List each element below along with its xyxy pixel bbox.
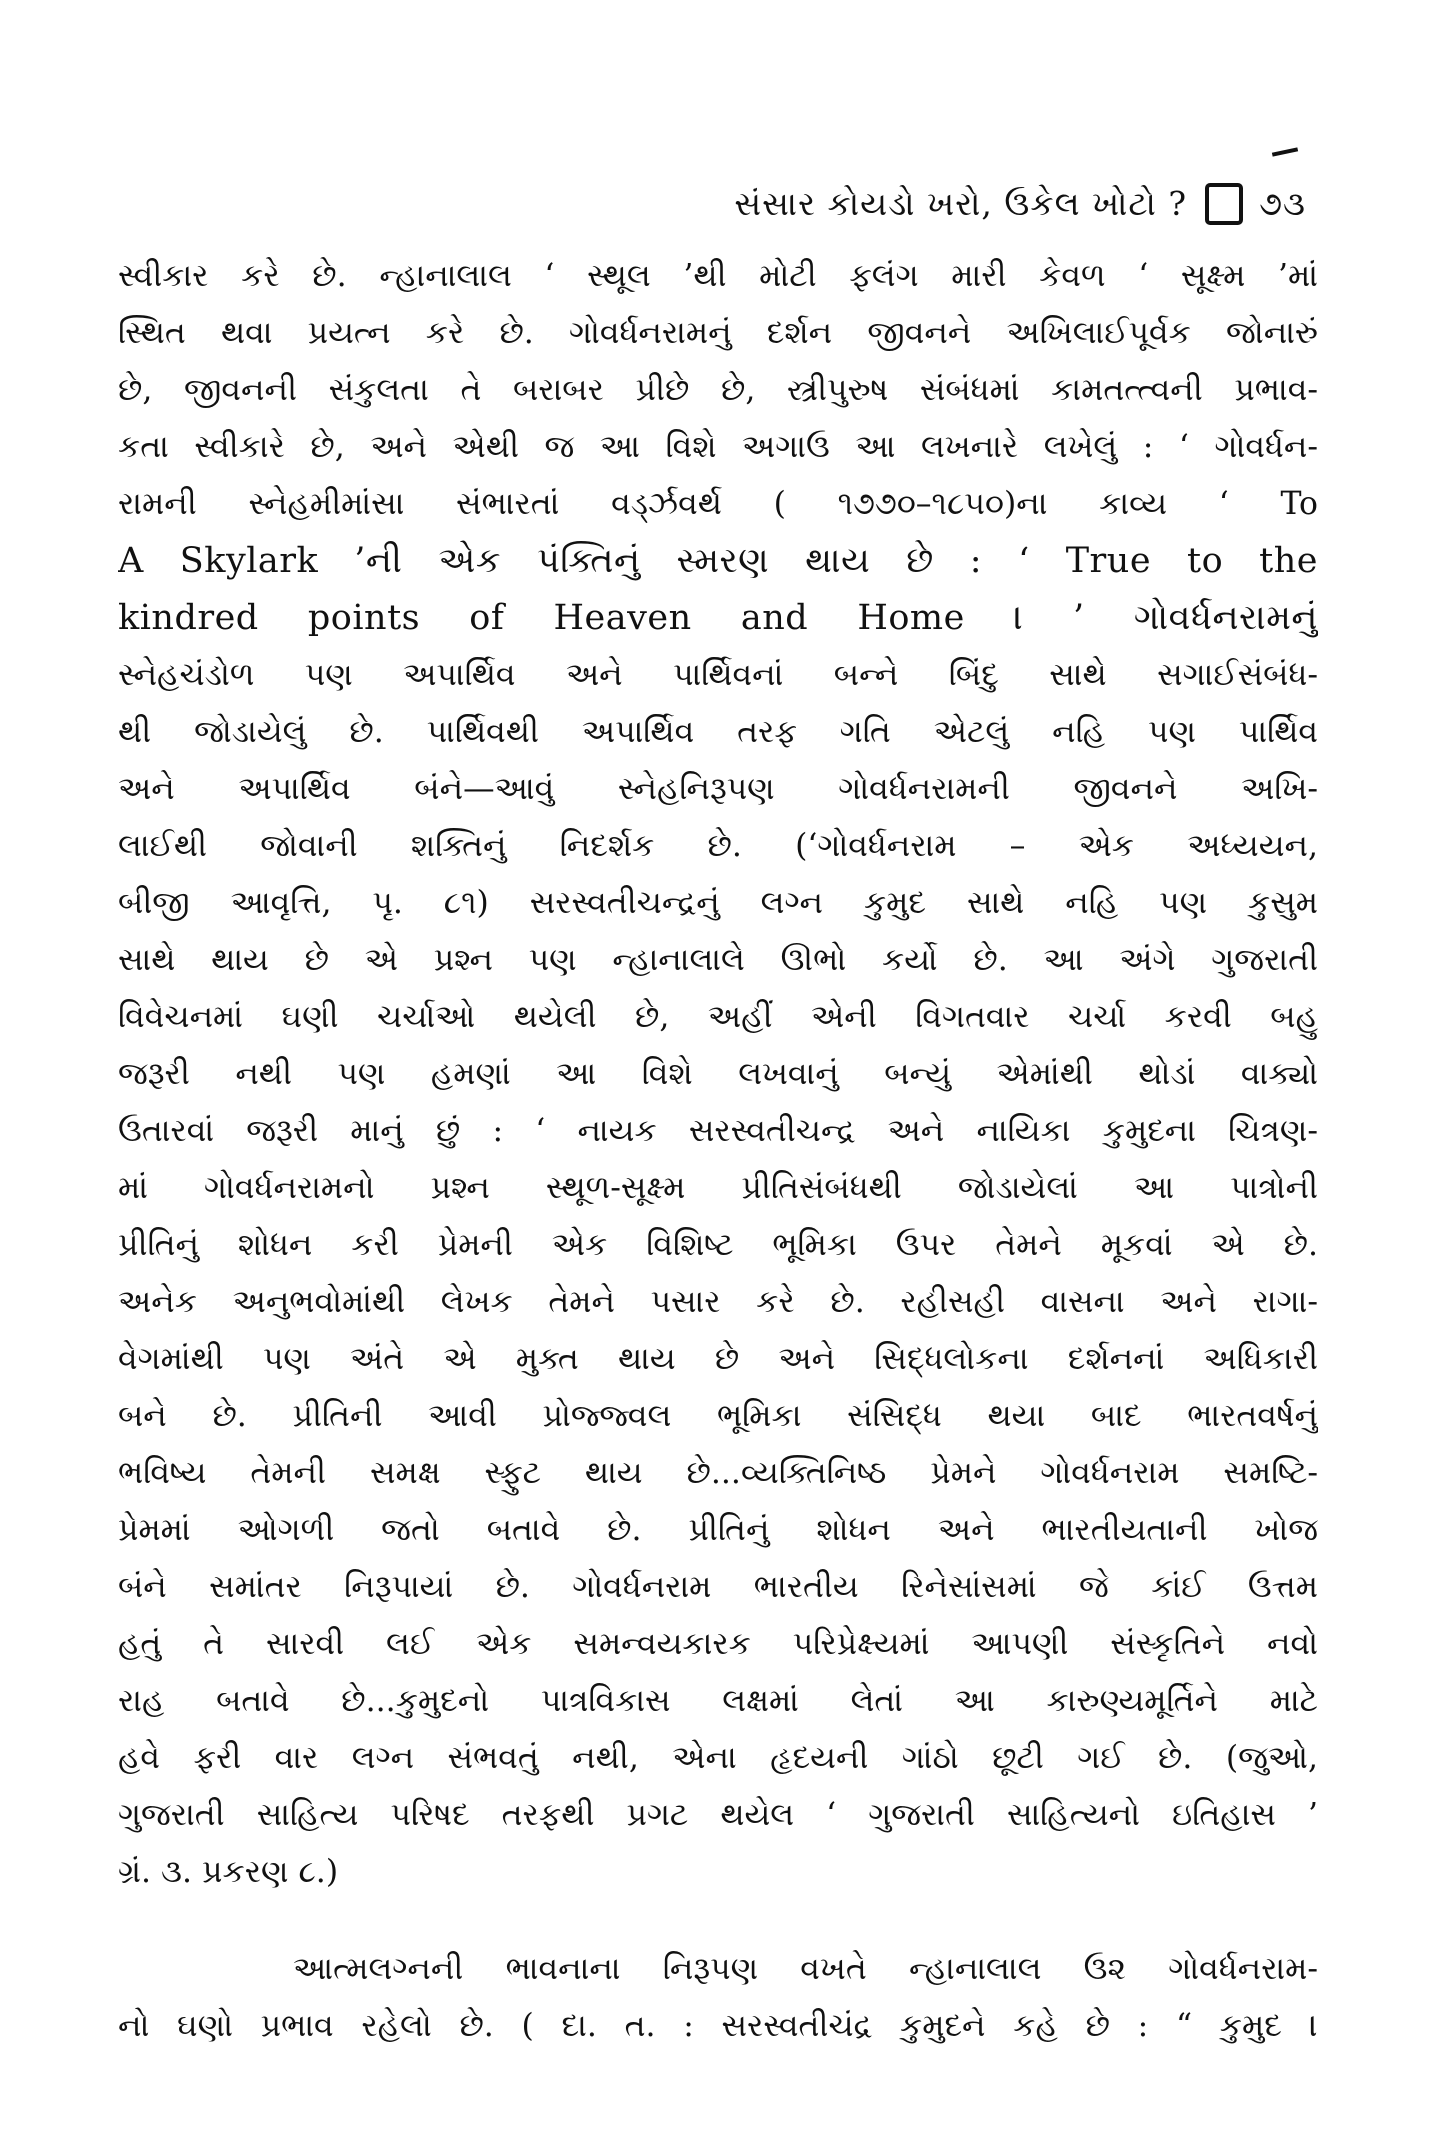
text-line: A Skylark ’ની એક પંક્તિનું સ્મરણ થાય છે : ‘ True to the <box>118 541 1318 581</box>
text-line: માં ગોવર્ધનરામનો પ્રશ્ન સ્થૂળ-સૂક્ષ્મ પ્રીતિસંબંધથી જોડાયેલાં આ પાત્રોની <box>118 1170 1318 1206</box>
text-line: લાઈથી જોવાની શક્તિનું નિદર્શક છે. (‘ગોવર્ધનરામ – એક અધ્યયન, <box>118 828 1318 864</box>
text-line: સાથે થાય છે એ પ્રશ્ન પણ ન્હાનાલાલે ઊભો કર્યો છે. આ અંગે ગુજરાતી <box>118 942 1318 978</box>
text-line: ગુજરાતી સાહિત્ય પરિષદ તરફથી પ્રગટ થયેલ ‘ ગુજરાતી સાહિત્યનો ઇતિહાસ ’ <box>118 1797 1318 1833</box>
text-line: હવે ફરી વાર લગ્ન સંભવતું નથી, એના હૃદયની ગાંઠો છૂટી ગઈ છે. (જુઓ, <box>118 1740 1318 1776</box>
text-line: સ્થિત થવા પ્રયત્ન કરે છે. ગોવર્ધનરામનું દર્શન જીવનને અખિલાઈપૂર્વક જોનારું <box>118 315 1318 351</box>
text-line: પ્રેમમાં ઓગળી જતો બતાવે છે. પ્રીતિનું શોધન અને ભારતીયતાની ખોજ <box>118 1512 1318 1548</box>
body-text <box>118 248 1318 2055</box>
paragraph-gap <box>118 1901 1318 1941</box>
text-line: ઉતારવાં જરૂરી માનું છું : ‘ નાયક સરસ્વતીચન્દ્ર અને નાયિકા કુમુદના ચિત્રણ- <box>118 1113 1318 1149</box>
text-line: સ્વીકાર કરે છે. ન્હાનાલાલ ‘ સ્થૂલ ’થી મોટી ફલંગ મારી કેવળ ‘ સૂક્ષ્મ ’માં <box>118 258 1318 294</box>
text-line: અને અપાર્થિવ બંને—આવું સ્નેહનિરૂપણ ગોવર્ધનરામની જીવનને અખિ- <box>118 771 1318 807</box>
text-line: નો ઘણો પ્રભાવ રહેલો છે. ( દા. ત. : સરસ્વતીચંદ્ર કુમુદને કહે છે : “ કુમુદ । <box>118 2008 1318 2044</box>
square-box-icon <box>1205 183 1243 225</box>
text-line: છે, જીવનની સંકુલતા તે બરાબર પ્રીછે છે, સ્ત્રીપુરુષ સંબંધમાં કામતત્ત્વની પ્રભાવ- <box>118 372 1318 408</box>
text-line: વિવેચનમાં ઘણી ચર્ચાઓ થયેલી છે, અહીં એની વિગતવાર ચર્ચા કરવી બહુ <box>118 999 1318 1035</box>
text-line: પ્રીતિનું શોધન કરી પ્રેમની એક વિશિષ્ટ ભૂમિકા ઉપર તેમને મૂકવાં એ છે. <box>118 1227 1318 1263</box>
text-line: બને છે. પ્રીતિની આવી પ્રોજ્જ્વલ ભૂમિકા સંસિદ્ધ થયા બાદ ભારતવર્ષનું <box>118 1398 1318 1434</box>
tick-mark-icon <box>1272 147 1298 156</box>
text-line: ગ્રં. ૩. પ્રકરણ ૮.) <box>118 1854 339 1890</box>
page-number: ૭૩ <box>1259 184 1306 223</box>
text-line: રાહ બતાવે છે...કુમુદનો પાત્રવિકાસ લક્ષમાં લેતાં આ કારુણ્યમૂર્તિને માટે <box>118 1683 1318 1719</box>
running-head <box>734 172 1306 236</box>
text-line: બીજી આવૃત્તિ, પૃ. ૮૧) સરસ્વતીચન્દ્રનું લગ્ન કુમુદ સાથે નહિ પણ કુસુમ <box>118 885 1318 921</box>
text-line: અનેક અનુભવોમાંથી લેખક તેમને પસાર કરે છે. રહીસહી વાસના અને રાગા- <box>118 1284 1318 1320</box>
text-line: આત્મલગ્નની ભાવનાના નિરૂપણ વખતે ન્હાનાલાલ ઉ૨ ગોવર્ધનરામ- <box>293 1951 1318 1987</box>
running-head-title: સંસાર કોયડો ખરો, ઉકેલ ખોટો ? <box>734 184 1188 223</box>
text-line: કતા સ્વીકારે છે, અને એથી જ આ વિશે અગાઉ આ લખનારે લખેલું : ‘ ગોવર્ધન- <box>118 429 1318 465</box>
text-line: થી જોડાયેલું છે. પાર્થિવથી અપાર્થિવ તરફ ગતિ એટલું નહિ પણ પાર્થિવ <box>118 714 1318 750</box>
text-line: બંને સમાંતર નિરૂપાયાં છે. ગોવર્ધનરામ ભારતીય રિનેસાંસમાં જે કાંઈ ઉત્તમ <box>118 1569 1318 1605</box>
text-line: સ્નેહચંડોળ પણ અપાર્થિવ અને પાર્થિવનાં બન્ને બિંદુ સાથે સગાઈસંબંધ- <box>118 657 1318 693</box>
text-line: ભવિષ્ય તેમની સમક્ષ સ્ફુટ થાય છે...વ્યક્તિનિષ્ઠ પ્રેમને ગોવર્ધનરામ સમષ્ટિ- <box>118 1455 1318 1491</box>
text-line: વેગમાંથી પણ અંતે એ મુક્ત થાય છે અને સિદ્ધલોકના દર્શનનાં અધિકારી <box>118 1341 1318 1377</box>
text-line: kindred points of Heaven and Home । ’ ગોવર્ધનરામનું <box>118 598 1318 638</box>
text-line: રામની સ્નેહમીમાંસા સંભારતાં વર્ડ્ઝવર્થ ( ૧૭૭૦–૧૮૫૦)ના કાવ્ય ‘ To <box>118 486 1318 522</box>
text-line: જરૂરી નથી પણ હમણાં આ વિશે લખવાનું બન્યું એમાંથી થોડાં વાક્યો <box>118 1056 1318 1092</box>
text-line: હતું તે સારવી લઈ એક સમન્વયકારક પરિપ્રેક્ષ્યમાં આપણી સંસ્કૃતિને નવો <box>118 1626 1318 1662</box>
